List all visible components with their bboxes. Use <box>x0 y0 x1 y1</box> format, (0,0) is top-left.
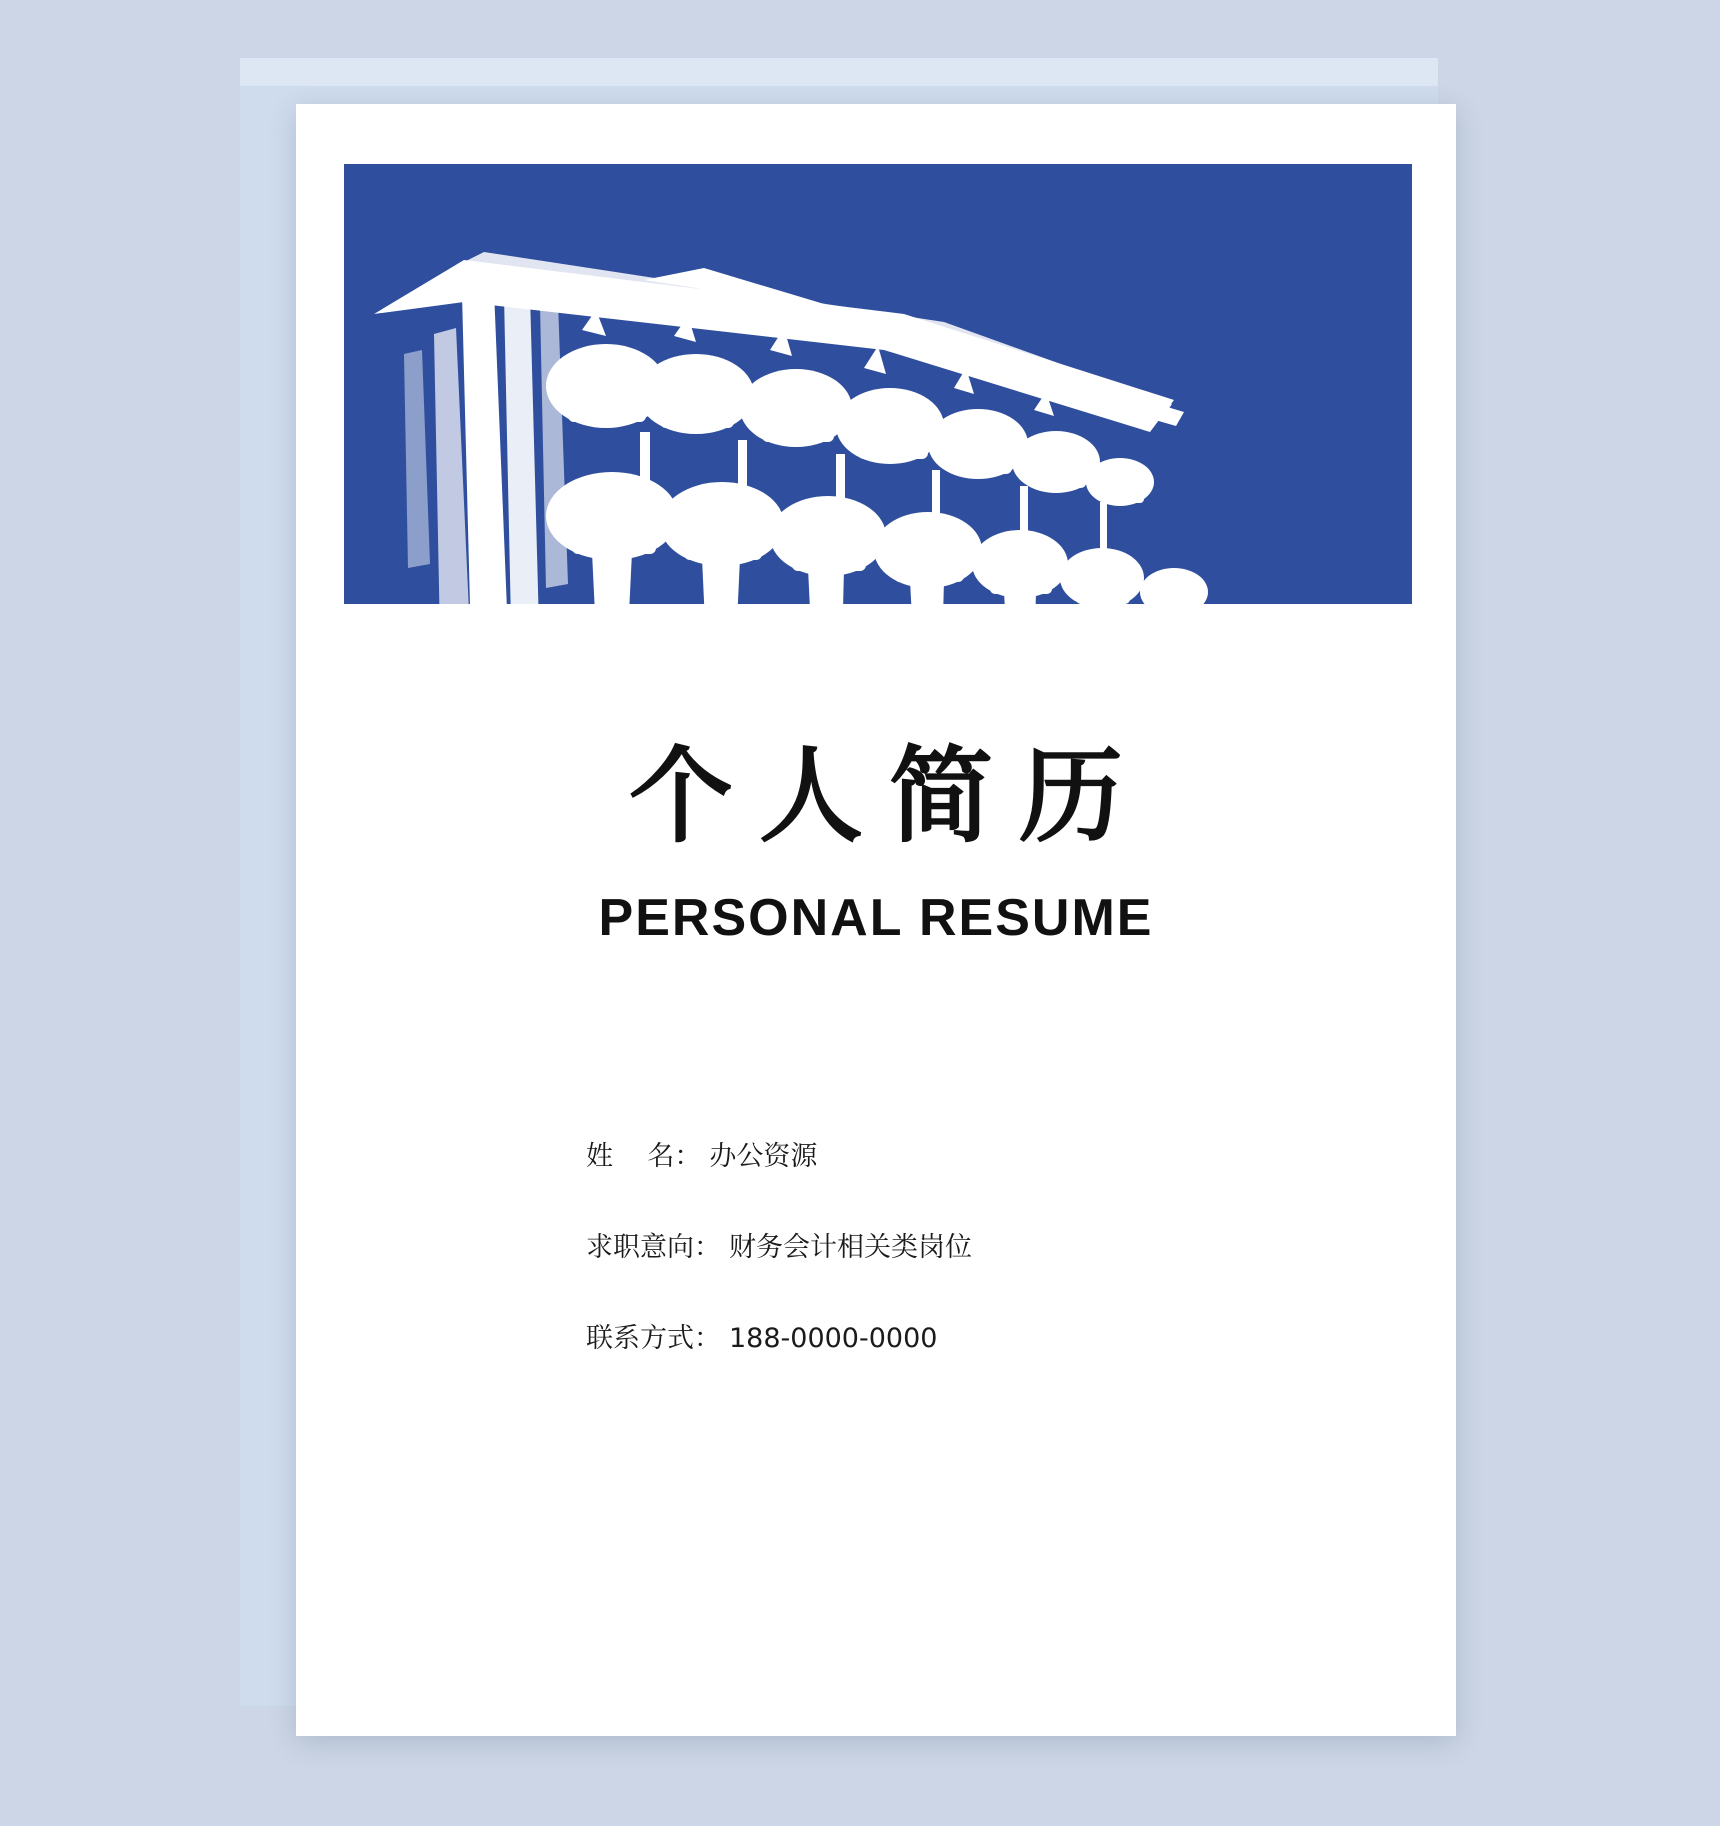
info-row-name <box>586 1134 1286 1173</box>
back-paper-top-strip <box>240 58 1438 86</box>
resume-cover-page <box>296 104 1456 1736</box>
info-value-name: 办公资源 <box>709 1141 818 1172</box>
applicant-info-block <box>586 1134 1286 1407</box>
page-title-english: PERSONAL RESUME <box>598 889 1154 947</box>
page-title-chinese: 个人简历 <box>628 735 1149 857</box>
info-value-contact: 188-0000-0000 <box>729 1323 938 1354</box>
info-row-contact <box>586 1316 1286 1355</box>
brush-painted-lanterns-icon <box>344 164 1412 604</box>
info-label-contact: 联系方式： <box>586 1323 721 1354</box>
info-label-job-intention: 求职意向： <box>586 1232 721 1263</box>
hero-banner <box>344 164 1412 604</box>
info-value-job-intention: 财务会计相关类岗位 <box>729 1232 972 1263</box>
info-label-name: 姓 名： <box>586 1141 702 1172</box>
info-row-job-intention <box>586 1225 1286 1264</box>
